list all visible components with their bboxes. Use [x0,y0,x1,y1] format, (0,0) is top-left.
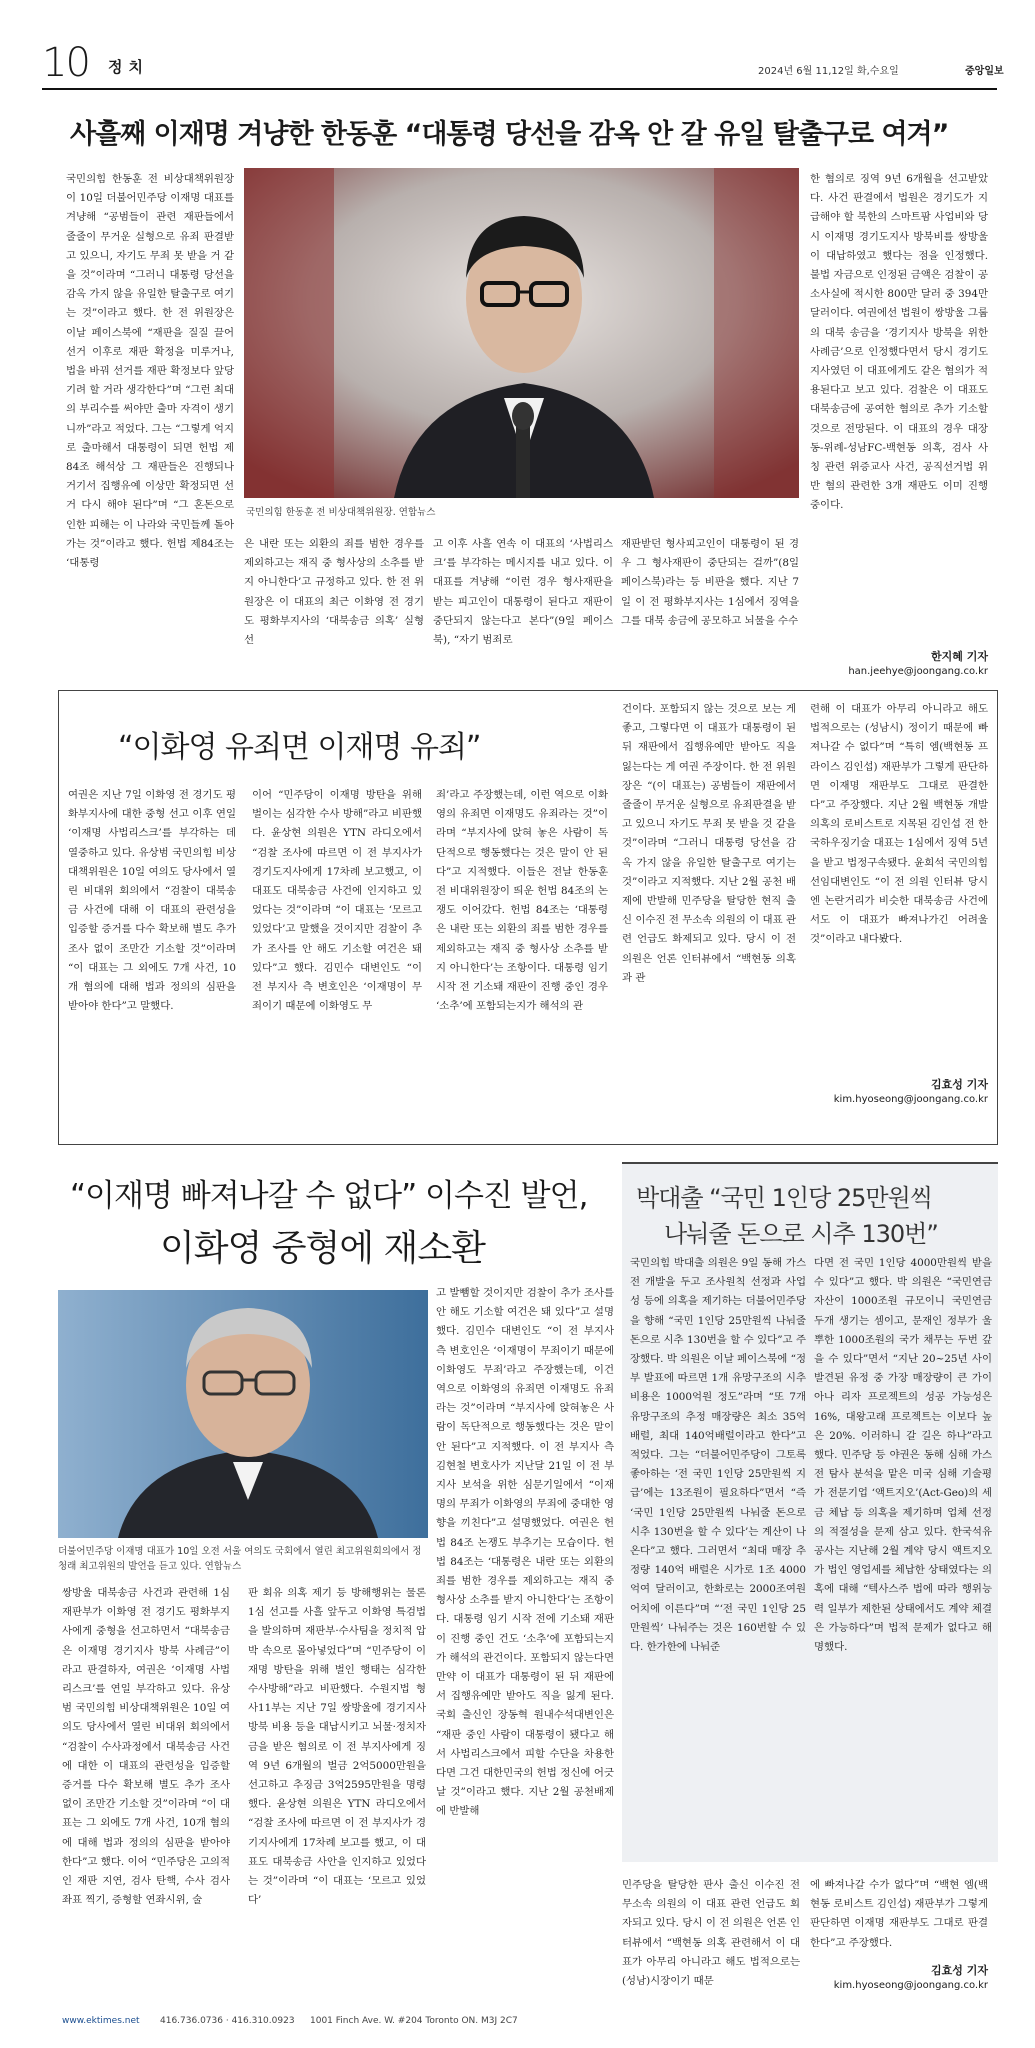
page-number: 10 [42,40,89,86]
article3-headline-line1: “이재명 빠져나갈 수 없다” 이수진 발언, [70,1178,588,1214]
article2-col1: 여권은 지난 7일 이화영 전 경기도 평화부지사에 대한 중형 선고 이후 연일 ‘이재명 사법리스크’를 부각하는 데 열중하고 있다. 유상범 국민의힘 비상대책위원은 10일 여의도 당사에서 열린 비대위 회의에서 “검찰이 대북송금 사건에 대해 이 대표의 관련성을 입증할 증거를 다수 확보해 별도 추가조사 없이 조만간 기소할 것”이라며 “이 대표는 그 외에도 7개 사건, 10개 혐의에 대해 법과 정의의 심판을 받아야 한다”고 말했다. [68,789,236,1013]
paper-name: 중앙일보 [965,66,1004,77]
article3-col4: 민주당을 탈당한 판사 출신 이수진 전 무소속 의원의 이 대표 관련 언급도 회자되고 있다. 당시 이 전 의원은 언론 인터뷰에서 “백현동 의혹 관련해서 이 대표가 아무리 아니라고 해도 법적으로는 (성남)시장이기 때문 [622,1879,800,1988]
article1-photo [244,168,799,498]
article3-col3: 고 발뺌할 것이지만 검찰이 추가 조사를 안 해도 기소할 여건은 돼 있다”고 설명했다. 김민수 대변인도 “이 전 부지사 측 변호인은 ‘이재명이 무죄이기 때문에 이화영도 무죄’라고 주장했는데, 이건 역으로 이화영의 유죄면 이재명도 유죄라는 것”이라며 “부지사에 앉혀놓은 사람이 독단적으로 행동했다는 것은 말이 안 된다”고 지적했다. 이 전 부지사 측 김현철 변호사가 지난달 21일 이 전 부지사 보석을 위한 심문기일에서 “이재명의 무죄가 이화영의 무죄에 중대한 영향을 끼친다”고 설명했었다. 여권은 헌법 84조 논쟁도 부추기는 모습이다. 헌법 84조는 ‘대통령은 내란 또는 외환의 죄를 범한 경우를 제외하고는 재직 중 형사상 소추를 받지 아니한다’는 조항이다. 대통령 임기 시작 전에 기소돼 재판이 진행 중인 건도 ‘소추’에 포함되는지가 해석의 관건이다. 포함되지 않는다면 만약 이 대표가 대통령이 된 뒤 재판에서 집행유예만 받아도 직을 잃게 된다. 국회 출신인 장동혁 원내수석대변인은 “재판 중인 사람이 대통령이 됐다고 해서 사법리스크에서 피할 수단을 차용한다면 그건 대한민국의 헌법 정신에 어긋날 것”이라고 했다. 지난 2월 공천배제에 반발해 [436,1287,614,1818]
article2-col4: 건이다. 포함되지 않는 것으로 보는 게 좋고, 그렇다면 이 대표가 대통령이 된 뒤 재판에서 집행유예만 받아도 직을 잃는다는 게 여권 주장이다. 한 전 위원장은 “(이 대표는) 공범들이 재판에서 줄줄이 무거운 실형으로 유죄판결을 받고 있으니 자기도 무죄 못 받을 것 같을 것”이라며 “그러니 대통령 당선을 감옥 가지 않을 유일한 탈출구로 여기는 것”이라고 지적했다. 지난 2월 공천 배제에 반발해 민주당을 탈당한 현직 출신 이수진 전 무소속 의원의 이 대표 관련 언급도 화제되고 있다. 당시 이 전 의원은 언론 인터뷰에서 “백현동 의혹과 관 [622,703,796,984]
article2-col5: 련해 이 대표가 아무리 아니라고 해도 법적으로는 (성남시) 정이기 때문에 빠져나갈 수 없다”며 “특히 엠(백현동 프라이스 김인섭) 재판부가 그렇게 판단하면 이재명 재판부도 그대로 판결한다”고 주장했다. 지난 2월 백현동 개발 의혹의 로비스트로 지목된 김인섭 전 한국하우징기술 대표는 1심에서 징역 5년을 받고 법정구속됐다. 윤희석 국민의힘 선임대변인도 “이 전 의원 인터뷰 당시엔 논란거리가 비슷한 대북송금 사건에서도 이 대표가 빠져나가긴 어려울 것”이라고 내다봤다. [810,703,988,946]
article2-byline: 김효성 기자 [931,1078,988,1091]
section-label: 정치 [108,58,149,76]
article4-col2: 다면 전 국민 1인당 4000만원씩 받을 수 있다”고 했다. 박 의원은 “국민연금 자산이 1000조원 규모이니 국민연금 두개 생기는 셈이고, 문재인 정부가 울뿌한 1000조원의 국가 채무는 두번 갚을 수 있다”면서 “지난 20~25년 사이 발견된 유정 중 가장 매장량이 큰 가이아나 리자 프로젝트의 성공 가능성은 16%, 대왕고래 프로젝트는 이보다 높은 20%. 이러하니 갈 길은 하나”라고 했다. 민주당 등 야권은 동해 심해 가스전 탐사 분석을 맡은 미국 심해 기술평가 전문기업 ‘액트지오’(Act-Geo)의 세금 체납 등 의혹을 제기하며 업체 선정의 적절성을 문제 삼고 있다. 한국석유공사는 지난해 2월 계약 당시 액트지오가 법인 영업세를 체납한 상태였다는 의혹에 대해 “텍사스주 법에 따라 행위능력 일부가 제한된 상태에서도 계약 체결은 가능하다”며 법적 문제가 없다고 해명했다. [814,1257,992,1654]
article3-col2: 판 회유 의혹 제기 등 방해행위는 물론 1심 선고를 사흘 앞두고 이화영 특검법을 발의하며 재판부·수사팀을 정치적 압박 속으로 몰아넣었다”며 “민주당이 이재명 방탄을 위해 벌인 행태는 심각한 수사방해”라고 비판했다. 수원지법 형사11부는 지난 7일 쌍방울에 경기지사 방북 비용 등을 대납시키고 뇌물·정치자금을 받은 혐의로 이 전 부지사에게 징역 9년 6개월의 벌금 2억5000만원을 선고하고 추징금 3억2595만원을 명령했다. 윤상현 의원은 YTN 라디오에서 “검찰 조사에 따르면 이 전 부지사가 경기지사에게 17차례 보고를 했고, 이 대표도 대북송금 사안을 인지하고 있었다는 것”이라며 “이 대표는 ‘모르고 있었다’ [248,1587,426,1907]
article1-col2: 은 내란 또는 외환의 죄를 범한 경우를 제외하고는 재직 중 형사상의 소추를 받지 아니한다’고 규정하고 있다. 한 전 위원장은 이 대표의 최근 이화영 전 경기도 평화부지사의 ‘대북송금 의혹’ 실형 선 [244,538,424,647]
article1-email: han.jeehye@joongang.co.kr [848,666,988,677]
portrait-photo-icon [58,1290,428,1538]
article3-email: kim.hyoseong@joongang.co.kr [833,1980,988,1991]
article2-col3: 죄’라고 주장했는데, 이런 역으로 이화영의 유죄면 이재명도 유죄라는 것”이라며 “부지사에 앉혀 놓은 사람이 독단적으로 행동했다는 것은 말이 안 된다”고 지적했다. 이들은 전날 한동훈 전 비대위원장이 띄운 헌법 84조의 논쟁도 이어갔다. 헌법 84조는 ‘대통령은 내란 또는 외환의 죄를 범한 경우를 제외하고는 재직 중 형사상 소추를 받지 아니한다’는 조항이다. 대통령 임기 시작 전 기소돼 재판이 진행 중인 경우 ‘소추’에 포함되는지가 해석의 관 [436,789,608,1013]
article3-byline: 김효성 기자 [931,1964,988,1977]
portrait-photo-icon [244,168,799,498]
article3-col1: 쌍방울 대북송금 사건과 관련해 1심 재판부가 이화영 전 경기도 평화부지사에게 중형을 선고하면서 “대북송금은 이재명 경기지사 방북 사례금”이라고 판결하자, 여권은 ‘이재명 사법리스크’를 연일 부각하고 있다. 유상범 국민의힘 비상대책위원은 10일 여의도 당사에서 열린 비대위 회의에서 “검찰이 수사과정에서 대북송금 사건에 대한 이 대표의 관련성을 입증할 증거를 다수 확보해 별도 추가 조사 없이 조만간 기소할 것”이라며 “이 대표는 그 외에도 7개 사건, 10개 혐의에 대해 법과 정의의 심판을 받아야 한다”고 했다. 이어 “민주당은 고의적인 재판 지연, 검사 탄핵, 수사 검사 좌표 찍기, 증형할 연좌시위, 술 [62,1587,230,1907]
footer-phone: 416.736.0736 · 416.310.0923 [160,2016,295,2026]
issue-date: 2024년 6월 11,12일 화,수요일 [758,66,899,77]
article4-headline-line1: 박대출 “국민 1인당 25만원씩 [636,1184,932,1212]
article1-col4: 재판받던 형사피고인이 대통령이 된 경우 그 형사재판이 중단되는 걸까”(8일 페이스북)라는 등 비판을 했다. 지난 7일 이 전 평화부지사는 1심에서 징역을 그를 대북 송금에 공모하고 뇌물을 수수 [621,538,799,627]
article3-col5: 에 빠져나갈 수가 없다”며 “백현 엠(백현동 로비스트 김인섭) 재판부가 그렇게 판단하면 이재명 재판부도 그대로 판결한다”고 주장했다. [810,1879,988,1949]
article2-col2: 이어 “민주당이 이재명 방탄을 위해 벌이는 심각한 수사 방해”라고 비판했다. 윤상현 의원은 YTN 라디오에서 “검찰 조사에 따르면 이 전 부지사가 경기도지사에게 17차례 보고했고, 이 대표도 대북송금 사건에 인지하고 있었다는 것”이라며 “이 대표는 ‘모르고 있었다’고 말했을 것이지만 검찰이 추가 조사를 안 해도 기소할 여건은 돼 있다”고 했다. 김민수 대변인도 “이 전 부지사 측 변호인은 ‘이재명이 무죄이기 때문에 이화영도 무 [252,789,422,1013]
article3-photo [58,1290,428,1538]
article1-headline: 사흘째 이재명 겨냥한 한동훈 “대통령 당선을 감옥 안 갈 유일 탈출구로 여겨” [70,119,949,150]
article1-photo-caption: 국민의힘 한동훈 전 비상대책위원장. 연합뉴스 [246,507,436,518]
article1-col3: 고 이후 사흘 연속 이 대표의 ‘사법리스크’를 부각하는 메시지를 내고 있다. 이 대표를 겨냥해 “이런 경우 형사재판을 받는 피고인이 대통령이 된다고 재판이 중단되지 않는다고 본다”(9일 페이스북), “자기 범죄로 [433,538,613,647]
article4-headline-line2: 나눠줄 돈으로 시추 130번” [664,1220,938,1248]
header-rule [42,88,997,90]
article3-headline-line2: 이화영 중형에 재소환 [160,1228,485,1269]
footer-website[interactable]: www.ektimes.net [62,2016,140,2026]
article1-col5: 한 혐의로 징역 9년 6개월을 선고받았다. 사건 판결에서 법원은 경기도가 지급해야 할 북한의 스마트팜 사업비와 당시 이재명 경기도지사 방북비를 쌍방울이 대납하였고 했다는 점을 인정했다. 불법 자금으로 인정된 금액은 검찰이 공소사실에 적시한 800만 달러 중 394만 달러이다. 여권에선 법원이 쌍방울 그룹의 대북 송금을 ‘경기지사 방북을 위한 사례금’으로 인정했다면서 당시 경기도지사였던 이 대표에게도 같은 혐의가 적용된다고 보고 있다. 검찰은 이 대표도 대북송금에 공여한 혐의로 추가 기소할 것으로 전망된다. 이 대표의 경우 대장동-위례-성남FC-백현동 의혹, 검사 사칭 관련 위증교사 사건, 공직선거법 위반 혐의 관련한 3개 재판도 이미 진행 중이다. [810,173,988,512]
footer-address: 1001 Finch Ave. W. #204 Toronto ON. M3J 2C7 [310,2016,518,2026]
article3-photo-caption: 더불어민주당 이재명 대표가 10일 오전 서울 여의도 국회에서 열린 최고위원회의에서 정청래 최고위원의 발언을 듣고 있다. 연합뉴스 [58,1546,422,1572]
article1-byline: 한지혜 기자 [931,650,988,663]
article4-col1: 국민의힘 박대출 의원은 9일 동해 가스전 개발을 두고 조사원칙 선정과 사업성 등에 의혹을 제기하는 더불어민주당을 향해 “국민 1인당 25만원씩 나눠줄 돈으로 시추 130번을 할 수 있다”고 주장했다. 박 의원은 이날 페이스북에 “정부 발표에 따르면 1개 유망구조의 시추 비용은 1000억원 정도”라며 “또 7개 유망구조의 추정 매장량은 최소 35억배럴, 최대 140억배럴이라고 한다”고 적었다. 그는 “더불어민주당이 그토록 좋아하는 ‘전 국민 1인당 25만원씩 지급’에는 13조원이 필요하다”면서 “즉 ‘국민 1인당 25만원씩 나눠줄 돈으로 시추 130번을 할 수 있다’는 계산이 나온다”고 했다. 그러면서 “최대 매장 추정량 140억 배럴은 시가로 1조 4000억여 달러이고, 한화로는 2000조여원 어치에 이른다”며 “‘전 국민 1인당 25만원씩’ 나눠주는 것은 160번할 수 있다. 한가한에 나눠준 [630,1257,806,1654]
article2-email: kim.hyoseong@joongang.co.kr [833,1094,988,1105]
article2-headline: “이화영 유죄면 이재명 유죄” [118,730,481,765]
article1-col1: 국민의힘 한동훈 전 비상대책위원장이 10일 더불어민주당 이재명 대표를 겨냥해 “공범들이 관련 재판들에서 줄줄이 무거운 실형으로 유죄 판결받고 있으니, 자기도 무죄 못 받을 거 같을 것”이라며 “그러니 대통령 당선을 감옥 가지 않을 유일한 탈출구로 여기는 것”이라고 했다. 한 전 위원장은 이날 페이스북에 “재판을 질질 끌어 선거 이후로 재판 확정을 미루거나, 법을 바꿔 선거를 재판 확정보다 앞당기려 할 거라 생각한다”며 “그런 최대의 부리수를 써야만 출마 자격이 생기니까”라고 적었다. 그는 “그렇게 억지로 출마해서 대통령이 되면 헌법 제84조 해석상 그 재판들은 진행되나 거기서 집행유예 이상만 확정되면 선거 다시 해야 된다”며 “그 혼돈으로 인한 피해는 이 나라와 국민들께 돌아가는 것”이라고 했다. 헌법 제84조는 ‘대통령 [66,173,234,570]
